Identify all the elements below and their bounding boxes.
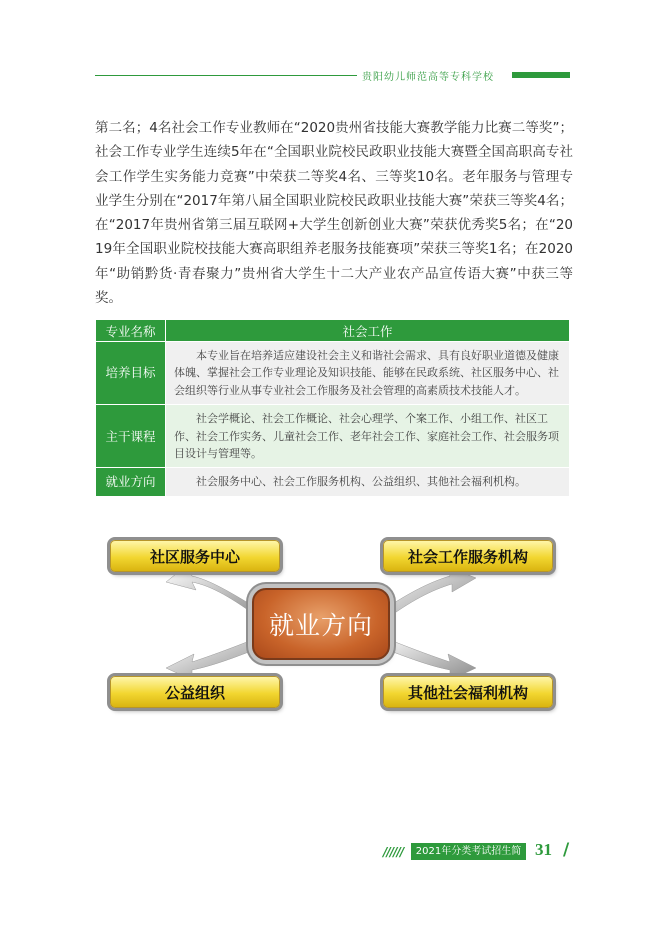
row-content: 本专业旨在培养适应建设社会主义和谐社会需求、具有良好职业道德及健康体魄、掌握社会工作专业理论及知识技能、能够在民政系统、社区服务中心、社会组织等行业从事专业社会工作服务及社会管理的高素质技术技能人才。 <box>166 342 570 405</box>
header-accent-bar <box>512 72 570 78</box>
table-row <box>96 405 570 468</box>
table-header-row <box>96 320 570 342</box>
node-other-welfare-institution: 其他社会福利机构 <box>383 676 553 708</box>
header-rule-line <box>95 75 357 76</box>
footer-title: 2021年分类考试招生简章 <box>411 843 526 860</box>
arrow-bottom-left <box>166 636 264 680</box>
body-paragraph: 第二名；4名社会工作专业教师在“2020贵州省技能大赛教学能力比赛二等奖”；社会工作专业学生连续5年在“全国职业院校民政职业技能大赛暨全国高职高专社会工作学生实务能力竞赛”中荣获二等奖4名、三等奖10名。老年服务与管理专业学生分别在“2017年第八届全国职业院校民政职业技能大赛”荣获三等奖4名；在“2017年贵州省第三届互联网+大学生创新创业大赛”荣获优秀奖5名；在“2019年全国职业院校技能大赛高职组养老服务技能赛项”荣获三等奖1名；在2020年“助销黔货·青春聚力”贵州省大学生十二大产业农产品宣传语大赛”中获三等奖。 <box>95 120 573 307</box>
row-label: 培养目标 <box>96 342 166 405</box>
employment-diagram <box>100 530 570 720</box>
row-label: 就业方向 <box>96 468 166 496</box>
node-social-work-agency: 社会工作服务机构 <box>383 540 553 572</box>
arrow-top-right <box>380 566 476 622</box>
node-community-service-center: 社区服务中心 <box>110 540 280 572</box>
row-content: 社会学概论、社会工作概论、社会心理学、个案工作、小组工作、社区工作、社会工作实务、儿童社会工作、老年社会工作、家庭社会工作、社会服务项目设计与管理等。 <box>166 405 570 468</box>
arrow-top-left <box>166 566 262 620</box>
row-content: 社会服务中心、社会工作服务机构、公益组织、其他社会福利机构。 <box>166 468 570 496</box>
footer-slashes: ////// <box>383 845 404 859</box>
table-row <box>96 468 570 496</box>
table-header-value: 社会工作 <box>166 320 570 342</box>
table-header-label: 专业名称 <box>96 320 166 342</box>
page-number: 31 <box>535 840 552 859</box>
row-label: 主干课程 <box>96 405 166 468</box>
header-school-name: 贵阳幼儿师范高等专科学校 <box>362 72 494 83</box>
major-info-table <box>95 319 570 497</box>
arrow-bottom-right <box>378 636 476 680</box>
diagram-center-employment: 就业方向 <box>252 588 390 660</box>
node-public-welfare-org: 公益组织 <box>110 676 280 708</box>
footer-end-mark: / <box>563 840 570 860</box>
table-row <box>96 342 570 405</box>
